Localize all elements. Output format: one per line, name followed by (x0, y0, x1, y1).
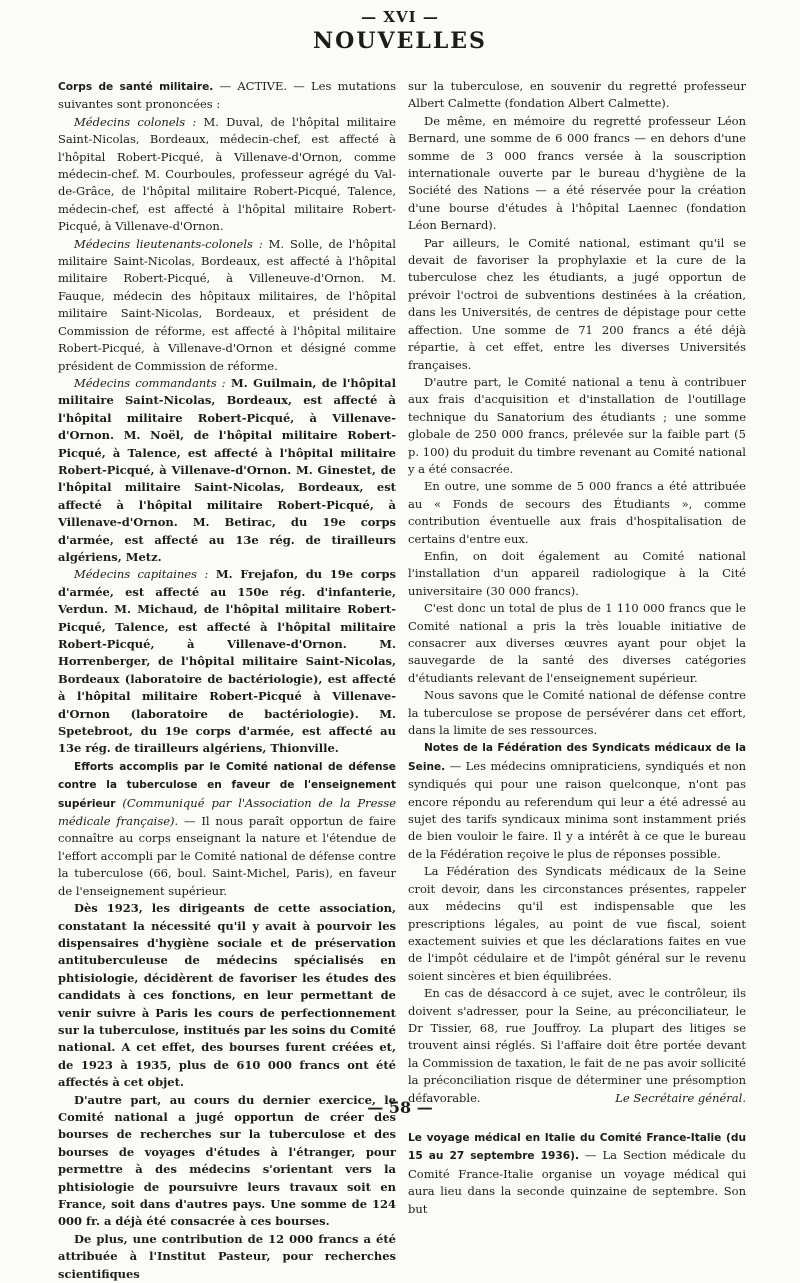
paragraph: Par ailleurs, le Comité national, estimant qu'il se devait de favoriser la prophylaxie et la cure de la tuberculose chez les étudiants, a jugé opportun de prévoir l'octroi de subventions destinées à la création, dans les Universités, de centres de dépistage pour cette affection. Une somme de 71 200 francs a été déjà répartie, à cet effet, entre les diverses Universités françaises. (408, 235, 746, 372)
paragraph: De même, en mémoire du regretté professeur Léon Bernard, une somme de 6 000 francs — en dehors d'une somme de 3 000 francs versée à la souscription internationale ouverte par le bureau d'hygiène de la Société des Nations — a été réservée pour la création d'une bourse d'études à l'hôpital Laennec (fondation Léon Bernard). (408, 113, 746, 233)
paragraph: sur la tuberculose, en souvenir du regretté professeur Albert Calmette (fondation Albert Calmette). (408, 79, 746, 111)
paragraph: Médecins capitaines : M. Frejafon, du 19e corps d'armée, est affecté au 150e rég. d'infanterie, Verdun. M. Michaud, de l'hôpital militaire Robert-Picqué, Talence, est affecté à l'hôpital militaire Robert-Picqué, à Villenave-d'Ornon. M. Horrenberger, de l'hôpital militaire Saint-Nicolas, Bordeaux (laboratoire de bactériologie), est affecté à l'hôpital militaire Robert-Picqué à Villenave-d'Ornon (laboratoire de bactériologie). M. Spetebroot, du 19e corps d'armée, est affecté au 13e rég. de tirailleurs algériens, Thionville. (58, 567, 396, 756)
paragraph: Notes de la Fédération des Syndicats médicaux de la Seine. — Les médecins omnipraticiens, syndiqués et non syndiqués qui pour une raison quelconque, n'ont pas encore répondu au referendum qui leur a été adressé au sujet des tarifs syndicaux minima sont instamment priés de bien vouloir le faire. Il y a intérêt à ce que le bureau de la Fédération reçoive le plus de réponses possible. (408, 742, 746, 861)
paragraph: Corps de santé militaire. — ACTIVE. — Les mutations suivantes sont prononcées : (58, 79, 396, 112)
paragraph: Médecins lieutenants-colonels : M. Solle, de l'hôpital militaire Saint-Nicolas, Bordeaux, est affecté à l'hôpital militaire Robert-Picqué, à Villeneuve-d'Ornon. M. Fauque, médecin des hôpitaux militaires, de l'hôpital militaire Saint-Nicolas, Bordeaux, et président de Commission de réforme, est affecté à l'hôpital militaire Robert-Picqué, à Villenave-d'Ornon et désigné comme président de Commission de réforme. (58, 236, 396, 373)
paragraph: En outre, une somme de 5 000 francs a été attribuée au « Fonds de secours des Étudiants », comme contribution éventuelle aux frais d'hospitalisation de certains d'entre eux. (408, 479, 746, 546)
paragraph: Nous savons que le Comité national de défense contre la tuberculose se propose de persévérer dans cet effort, dans la limite de ses ressources. (408, 688, 746, 738)
paragraph: D'autre part, au cours du dernier exercice, le Comité national a jugé opportun de créer des bourses de recherches sur la tuberculose et des bourses de voyages d'études à l'étranger, pour permettre à des médecins s'orientant vers la phtisiologie de poursuivre leurs travaux soit en France, soit dans d'autres pays. Une somme de 124 000 fr. a déjà été consacrée à ces bourses. (58, 1092, 396, 1229)
paragraph: La Fédération des Syndicats médicaux de la Seine croit devoir, dans les circonstances présentes, rappeler aux médecins qu'il est indispensable que les prescriptions légales, au point de vue fiscal, soient exactement suivies et que les déclarations faites en vue de l'impôt cédulaire et de l'impôt général sur le revenu soient sincères et bien équilibrées. (408, 864, 746, 983)
heading-voyage-medical: Le voyage médical en Italie du Comité France-Italie (du 15 au 27 septembre 1936). (408, 1131, 746, 1163)
paragraph: Efforts accomplis par le Comité national de défense contre la tuberculose en faveur de l'enseignement supérieur (Communiqué par l'Association de la Presse médicale française). — Il nous paraît opportun de faire connaître au corps enseignant la nature et l'étendue de l'effort accompli par le Comité national de défense contre la tuberculose (66, boul. Saint-Michel, Paris), en faveur de l'enseignement supérieur. (58, 760, 396, 898)
subheading-commandants: Médecins commandants : (74, 375, 226, 390)
section-title: NOUVELLES (313, 28, 487, 54)
subheading-lieutenants-colonels: Médecins lieutenants-colonels : (74, 236, 263, 251)
subheading-colonels: Médecins colonels : (74, 114, 197, 129)
heading-efforts-comite: Efforts accomplis par le Comité national de défense contre la tuberculose en faveur de l'enseignement supérieur (58, 760, 396, 810)
paragraph: D'autre part, le Comité national a tenu à contribuer aux frais d'acquisition et d'installation de l'outillage technique du Sanatorium des étudiants ; une somme globale de 250 000 francs, prélevée sur la faible part (5 p. 100) du produit du timbre revenant au Comité national y a été consacrée. (408, 374, 746, 476)
subheading-capitaines: Médecins capitaines : (74, 567, 209, 582)
paragraph: Dès 1923, les dirigeants de cette association, constatant la nécessité qu'il y avait à pourvoir les dispensaires d'hygiène sociale et de préservation antituberculeuse de médecins spécialisés en phtisiologie, décidèrent de favoriser les études des candidats à ces fonctions, en leur permettant de venir suivre à Paris les cours de perfectionnement sur la tuberculose, institués par les soins du Comité national. A cet effet, des bourses furent créées et, de 1923 à 1935, plus de 610 000 francs ont été affectés à cet objet. (58, 901, 396, 1090)
heading-federation-syndicats: Notes de la Fédération des Syndicats médicaux de la Seine. (408, 742, 746, 773)
paragraph: Médecins commandants : M. Guilmain, de l'hôpital militaire Saint-Nicolas, Bordeaux, est affecté à l'hôpital militaire Robert-Picqué, à Villenave-d'Ornon. M. Noël, de l'hôpital militaire Robert-Picqué, à Talence, est affecté à l'hôpital militaire Robert-Picqué, à Villenave-d'Ornon. M. Ginestet, de l'hôpital militaire Saint-Nicolas, Bordeaux, est affecté à l'hôpital militaire Robert-Picqué, à Villenave-d'Ornon. M. Betirac, du 19e corps d'armée, est affecté au 13e rég. de tirailleurs algériens, Metz. (58, 375, 396, 564)
paragraph: En cas de désaccord à ce sujet, avec le contrôleur, ils doivent s'adresser, pour la Seine, au préconciliateur, le Dr Tissier, 68, rue Jouffroy. La plupart des litiges se trouvent ainsi réglés. Si l'affaire doit être portée devant la Commission de taxation, le fait de ne pas avoir sollicité la préconciliation risque de déterminer une présomption défavorable. Le Secrétaire général. (408, 985, 746, 1107)
paragraph: Le voyage médical en Italie du Comité France-Italie (du 15 au 27 septembre 1936). — La Section médicale du Comité France-Italie organise un voyage médical qui aura lieu dans la seconde quinzaine de septembre. Son but (408, 1131, 746, 1216)
heading-corps-sante: Corps de santé militaire. (58, 81, 214, 93)
paragraph: C'est donc un total de plus de 1 110 000 francs que le Comité national a pris la très louable initiative de consacrer aux diverses œuvres ayant pour objet la sauvegarde de la santé des diverses catégories d'étudiants relevant de l'enseignement supérieur. (408, 601, 746, 685)
paragraph: Enfin, on doit également au Comité national l'installation d'un appareil radiologique à la Cité universitaire (30 000 francs). (408, 548, 746, 598)
page-number-roman: — XVI — (361, 8, 439, 26)
paragraph: De plus, une contribution de 12 000 francs a été attribuée à l'Institut Pasteur, pour recherches scientifiques (58, 1231, 396, 1281)
left-column (58, 78, 397, 1281)
page-number: — 58 — (367, 1098, 433, 1117)
paragraph: Médecins colonels : M. Duval, de l'hôpital militaire Saint-Nicolas, Bordeaux, médecin-chef, est affecté à l'hôpital Robert-Picqué, à Villenave-d'Ornon, comme médecin-chef. M. Courboules, professeur agrégé du Val-de-Grâce, de l'hôpital militaire Robert-Picqué, Talence, médecin-chef, est affecté à l'hôpital militaire Robert-Picqué, à Villenave-d'Ornon. (58, 114, 397, 234)
right-column (408, 78, 746, 1216)
signature: Le Secrétaire général. (615, 1090, 746, 1105)
